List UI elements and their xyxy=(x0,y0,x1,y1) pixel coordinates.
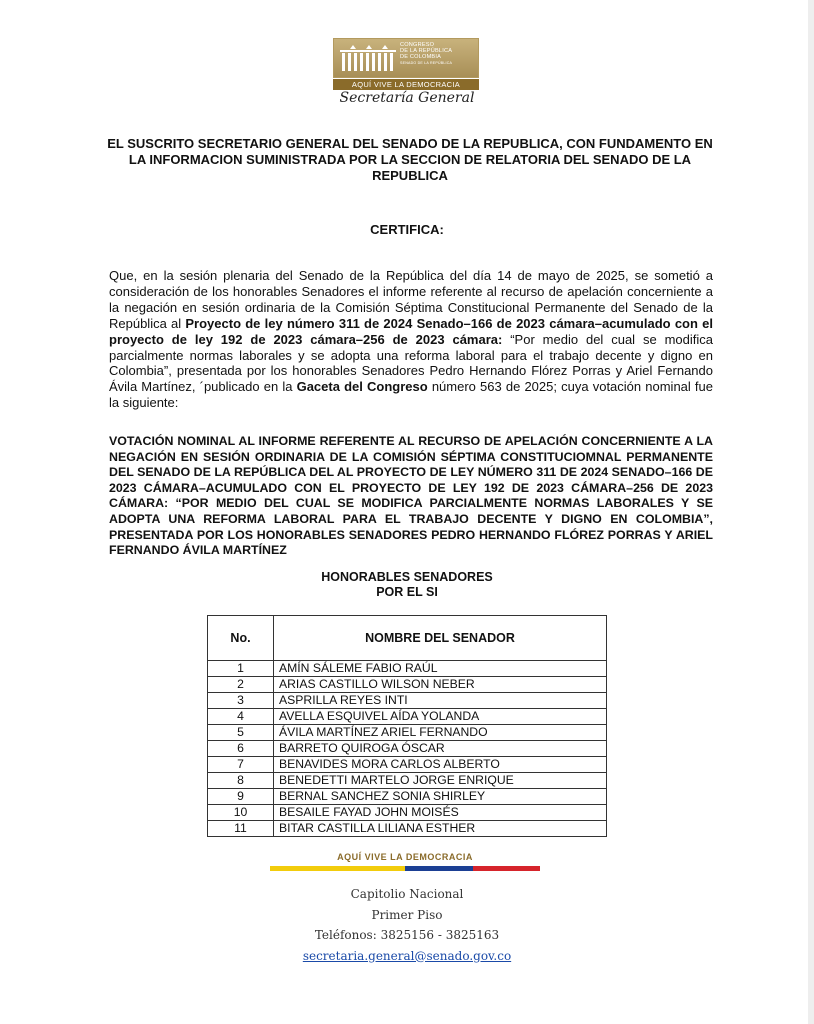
table-row xyxy=(208,725,607,741)
row-name: ASPRILLA REYES INTI xyxy=(274,693,607,709)
logo-box xyxy=(333,38,479,78)
body-paragraph xyxy=(109,268,713,411)
footer-line-floor: Primer Piso xyxy=(371,907,443,922)
colombia-flag-stripe xyxy=(270,866,540,871)
row-number: 2 xyxy=(208,677,274,693)
row-number: 9 xyxy=(208,789,274,805)
senate-logo xyxy=(333,38,479,90)
para-gaceta: Gaceta del Congreso xyxy=(296,379,428,395)
capitol-building-icon xyxy=(340,45,396,73)
table-caption-line1: HONORABLES SENADORES xyxy=(321,570,493,584)
logo-title-line3: DE COLOMBIA xyxy=(400,54,442,60)
footer-line-building: Capitolio Nacional xyxy=(350,887,464,901)
row-number: 11 xyxy=(208,821,274,837)
row-number: 1 xyxy=(208,661,274,677)
page-shadow xyxy=(808,0,814,1024)
logo-text xyxy=(400,42,478,66)
row-number: 10 xyxy=(208,805,274,821)
table-row xyxy=(208,741,607,757)
row-name: ÁVILA MARTÍNEZ ARIEL FERNANDO xyxy=(274,725,607,741)
para-bill-reference: Proyecto de ley número 311 de 2024 Senado–166 de 2023 cámara–acumulado con el proyecto de ley 192 de 2023 cámara–256 de 2023 cámara: xyxy=(109,315,714,347)
row-number: 3 xyxy=(208,693,274,709)
logo-title-line1: CONGRESO xyxy=(400,42,435,48)
para-text-2: “Por medio del cual se modifica parcialmente normas laborales y se adopta una reforma laboral para el trabajo decente y digno en Colombia”, presentada por los honorables Senadores Pedro Hernando Flórez Porras y Ariel Fernando Ávila Martínez, ´publicado en la xyxy=(109,331,713,395)
table-row xyxy=(208,773,607,789)
row-number: 6 xyxy=(208,741,274,757)
row-name: ARIAS CASTILLO WILSON NEBER xyxy=(274,677,607,693)
row-name: AVELLA ESQUIVEL AÍDA YOLANDA xyxy=(274,709,607,725)
certifica-title: CERTIFICA: xyxy=(370,222,444,237)
para-text-1: Que, en la sesión plenaria del Senado de la República del día 14 de mayo de 2025, se sometió a consideración de los honorables Senadores el informe referente al recurso de apelación concerniente a la negación en sesión ordinaria de la Comisión Séptima Constitucional Permanente del Senado de la República al xyxy=(109,268,713,331)
flag-red-band xyxy=(473,866,541,871)
flag-blue-band xyxy=(405,866,473,871)
logo-motto: AQUÍ VIVE LA DEMOCRACIA xyxy=(333,79,479,90)
table-row xyxy=(208,757,607,773)
footer-email-link[interactable]: secretaria.general@senado.gov.co xyxy=(302,948,512,963)
logo-subtitle: SENADO DE LA REPÚBLICA xyxy=(400,61,453,65)
row-name: BESAILE FAYAD JOHN MOISÉS xyxy=(274,805,607,821)
row-name: BENAVIDES MORA CARLOS ALBERTO xyxy=(274,757,607,773)
table-row xyxy=(208,821,607,837)
document-heading: EL SUSCRITO SECRETARIO GENERAL DEL SENADO DE LA REPUBLICA, CON FUNDAMENTO EN LA INFORMACION SUMINISTRADA POR LA SECCION DE RELATORIA DEL SENADO DE LA REPUBLICA xyxy=(107,136,713,183)
row-number: 8 xyxy=(208,773,274,789)
table-row xyxy=(208,709,607,725)
footer-line-phones: Teléfonos: 3825156 - 3825163 xyxy=(314,928,500,942)
senators-table xyxy=(207,615,607,837)
row-number: 5 xyxy=(208,725,274,741)
col-header-no: No. xyxy=(208,616,274,661)
row-name: BARRETO QUIROGA ÓSCAR xyxy=(274,741,607,757)
table-row xyxy=(208,789,607,805)
office-name: Secretaría General xyxy=(339,90,475,106)
footer-address xyxy=(0,884,814,966)
table-caption-line2: POR EL SI xyxy=(376,585,438,599)
row-name: BENEDETTI MARTELO JORGE ENRIQUE xyxy=(274,773,607,789)
para-text-3: número 563 de 2025; cuya votación nominal fue la siguiente: xyxy=(109,379,713,411)
flag-yellow-band xyxy=(270,866,405,871)
row-name: BITAR CASTILLA LILIANA ESTHER xyxy=(274,821,607,837)
row-name: AMÍN SÁLEME FABIO RAÚL xyxy=(274,661,607,677)
table-row xyxy=(208,805,607,821)
logo-title-line2: DE LA REPÚBLICA xyxy=(400,48,453,54)
row-number: 4 xyxy=(208,709,274,725)
row-name: BERNAL SANCHEZ SONIA SHIRLEY xyxy=(274,789,607,805)
table-caption xyxy=(0,570,814,600)
vote-title: VOTACIÓN NOMINAL AL INFORME REFERENTE AL RECURSO DE APELACIÓN CONCERNIENTE A LA NEGACIÓN EN SESIÓN ORDINARIA DE LA COMISIÓN SÉPTIMA CONSTITUCIOMNAL PERMANENTE DEL SENADO DE LA REPÚBLICA DEL AL PROYECTO DE LEY NÚMERO 311 DE 2024 SENADO–166 DE 2023 CÁMARA–ACUMULADO CON EL PROYECTO DE LEY 192 DE 2023 CÁMARA–256 DE 2023 CÁMARA: “POR MEDIO DEL CUAL SE MODIFICA PARCIALMENTE NORMAS LABORALES Y SE ADOPTA UNA REFORMA LABORAL PARA EL TRABAJO DECENTE Y DIGNO EN COLOMBIA”, PRESENTADA POR LOS HONORABLES SENADORES PEDRO HERNANDO FLÓREZ PORRAS Y ARIEL FERNANDO ÁVILA MARTÍNEZ xyxy=(109,434,713,558)
table-row xyxy=(208,677,607,693)
table-row xyxy=(208,693,607,709)
row-number: 7 xyxy=(208,757,274,773)
table-row xyxy=(208,661,607,677)
col-header-name: NOMBRE DEL SENADOR xyxy=(274,616,607,661)
table-header-row xyxy=(208,616,607,661)
footer-motto: AQUÍ VIVE LA DEMOCRACIA xyxy=(337,852,473,862)
